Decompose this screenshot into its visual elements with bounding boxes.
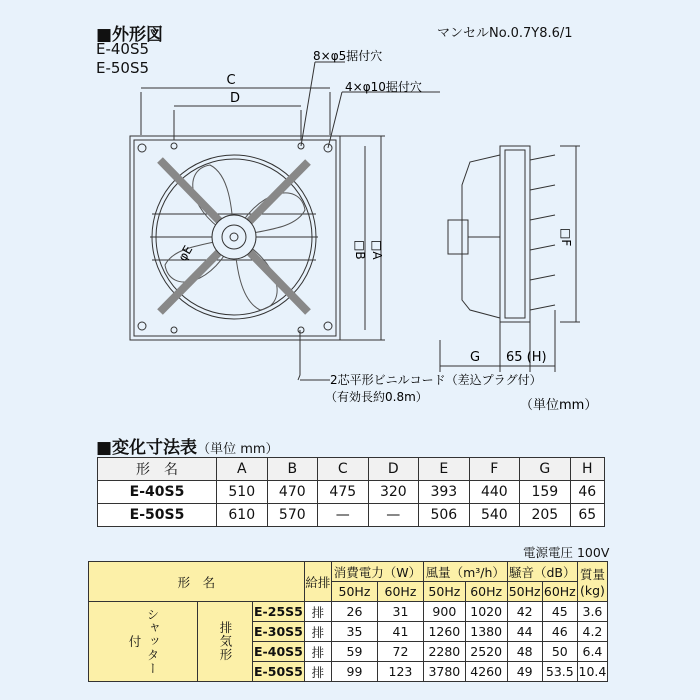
dim-label-a: □A (370, 240, 384, 260)
dim-label-h: 65 (H) (506, 350, 547, 365)
group-exhaust: 排気形 (198, 602, 253, 682)
header-kyuhai: 給排 (304, 562, 331, 602)
dim-label-c: C (226, 73, 236, 88)
munsell-number: マンセルNo.0.7Y8.6/1 (437, 26, 573, 41)
header-c: C (318, 458, 369, 481)
group-shutter: シャッター付 (89, 602, 198, 682)
header-model: 形 名 (89, 562, 305, 602)
header-g: G (520, 458, 571, 481)
header-power: 消費電力（W） (331, 562, 423, 582)
table-row: E-30S5 排 35 41 1260 1380 44 46 4.2 (89, 622, 608, 642)
header-e: E (419, 458, 470, 481)
table-row: E-50S5 610 570 — — 506 540 205 65 (98, 504, 605, 527)
table-row: E-40S5 排 59 72 2280 2520 48 50 6.4 (89, 642, 608, 662)
cord-note: 2芯平形ビニルコード（差込プラグ付） (330, 373, 542, 387)
cord-length-note: （有効長約0.8m） (325, 390, 428, 404)
header-airflow: 風量（m³/h） (423, 562, 507, 582)
header-d: D (368, 458, 419, 481)
dim-table-title: ■変化寸法表（単位 mm） (96, 438, 279, 458)
mount-hole-4: 4×φ10据付穴 (345, 80, 422, 94)
header-noise: 騒音（dB） (507, 562, 577, 582)
outline-title: ■外形図 (96, 25, 164, 45)
header-f: F (469, 458, 520, 481)
header-a: A (217, 458, 268, 481)
spec-table: 形 名 給排 消費電力（W） 風量（m³/h） 騒音（dB） 質量 (kg) 50Hz 60Hz 50Hz 60Hz 50Hz 60Hz シャッター付 排気形 E-25S5 排 26 31 900 1020 42 45 3.6 E-30S5 排 35 41 1260 1380 44 46 4.2 E-40S5 排 59 72 2280 2520 48 50 6.4 E-50S5 排 99 123 3780 4260 49 53.5 10.4 (88, 561, 608, 682)
mount-hole-8: 8×φ5据付穴 (313, 49, 383, 63)
dim-label-f: □F (559, 228, 573, 247)
dim-label-b: □B (353, 240, 367, 260)
dim-label-e: φE (175, 243, 196, 264)
dim-label-d: D (229, 91, 241, 106)
table-row: E-50S5 排 99 123 3780 4260 49 53.5 10.4 (89, 662, 608, 682)
unit-note: （単位mm） (520, 398, 598, 413)
dim-label-g: G (470, 350, 481, 365)
header-b: B (267, 458, 318, 481)
dimension-table (97, 457, 605, 527)
header-h: H (570, 458, 604, 481)
header-weight: 質量 (kg) (577, 562, 607, 602)
header-model: 形 名 (98, 458, 217, 481)
model-name-1: E-40S5 (96, 40, 150, 58)
table-row: シャッター付 排気形 E-25S5 排 26 31 900 1020 42 45 3.6 (89, 602, 608, 622)
voltage-note: 電源電圧 100V (523, 545, 610, 560)
table-row: E-40S5 510 470 475 320 393 440 159 46 (98, 481, 605, 504)
model-name-2: E-50S5 (96, 59, 150, 77)
